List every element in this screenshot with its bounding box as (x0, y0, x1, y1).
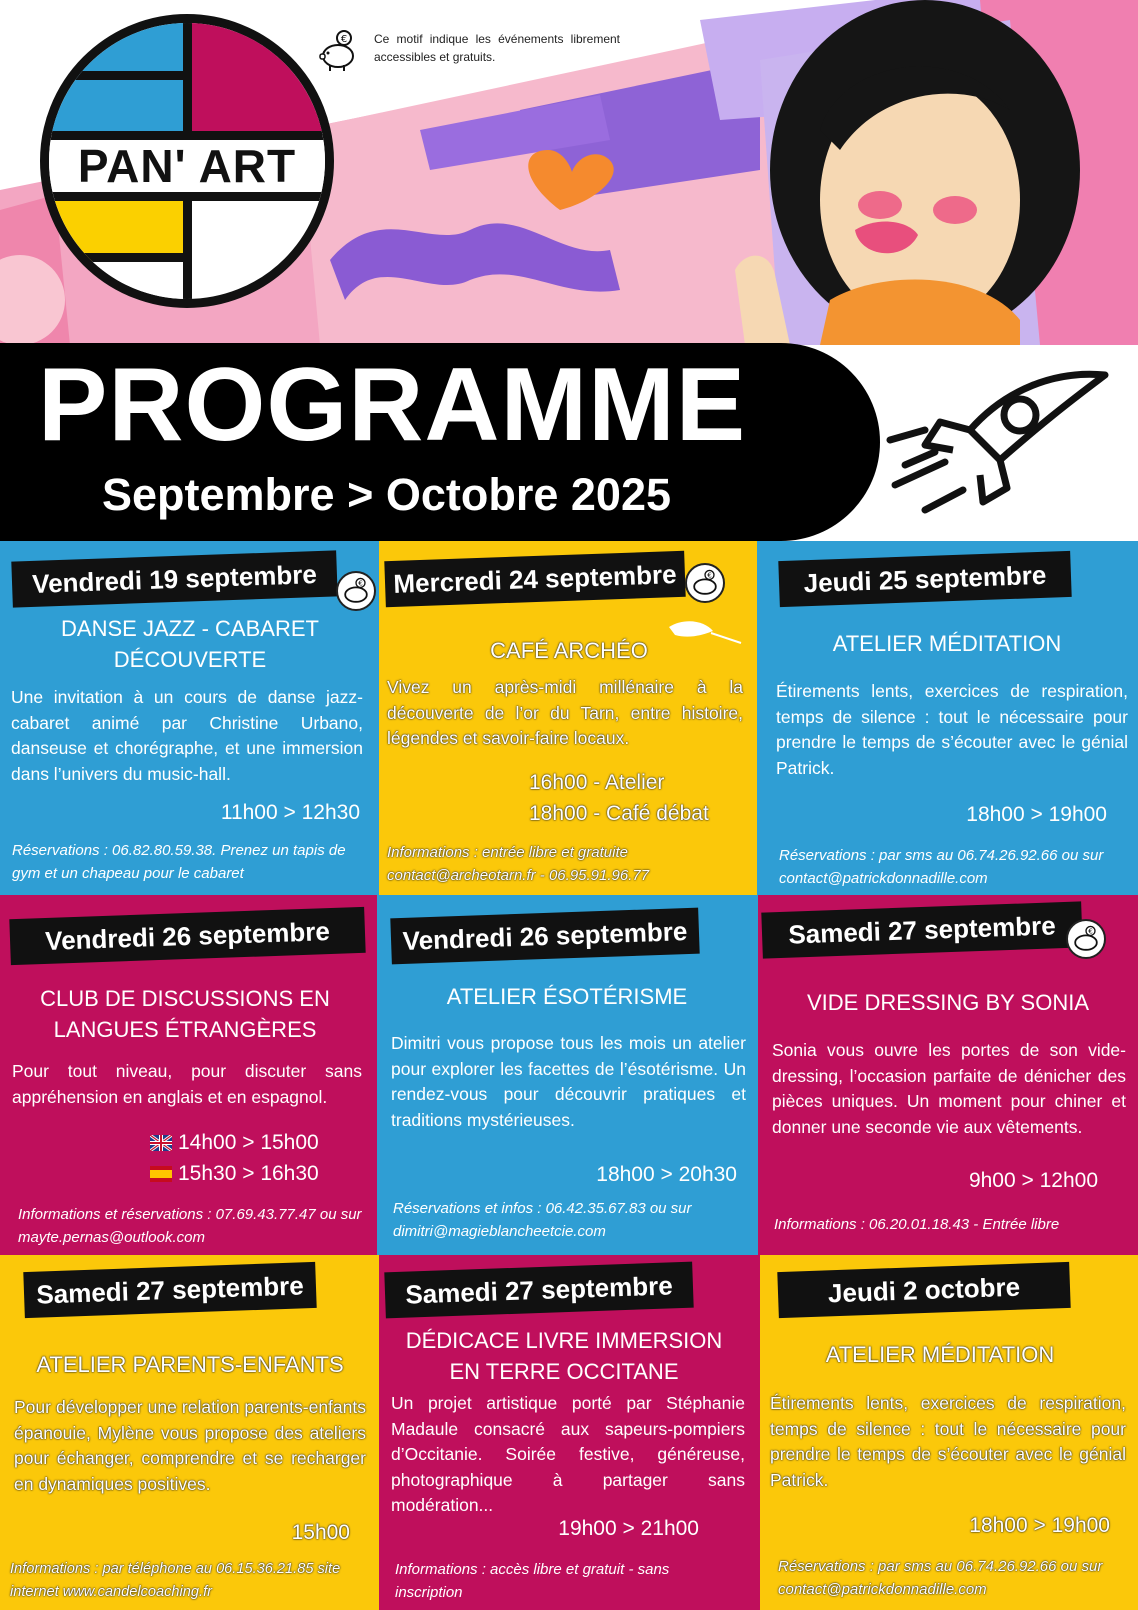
event-info: Réservations : par sms au 06.74.26.92.66 ou sur contact@patrickdonnadille.com (779, 847, 1104, 887)
event-time (150, 1158, 350, 1189)
event-description: Sonia vous ouvre les portes de son vide-dressing, l’occasion parfaite de dénicher des pièces uniques. Un moment pour chiner et donner une seconde vie aux vêtements. (772, 1040, 1126, 1137)
event-title: DANSE JAZZ - CABARET DÉCOUVERTE (61, 616, 319, 672)
event-info: Informations : 06.20.01.18.43 - Entrée libre (774, 1216, 1060, 1233)
event-card (758, 895, 1138, 1255)
event-time (150, 1127, 350, 1158)
event-info: Informations et réservations : 07.69.43.77.47 ou sur mayte.pernas@outlook.com (18, 1206, 362, 1246)
title-band (0, 343, 880, 541)
event-title: VIDE DRESSING BY SONIA (806, 990, 1089, 1015)
event-info: Informations : accès libre et gratuit - sans inscription (395, 1561, 670, 1601)
event-time: 18h00 > 19h00 (966, 803, 1107, 826)
event-date: Jeudi 2 octobre (777, 1262, 1070, 1318)
svg-text:€: € (707, 570, 712, 580)
event-time: 18h00 > 19h00 (969, 1514, 1110, 1537)
event-title: DÉDICACE LIVRE IMMERSION EN TERRE OCCITANE (405, 1328, 723, 1384)
page-title: PROGRAMME (38, 347, 747, 463)
event-info: Réservations : par sms au 06.74.26.92.66 ou sur contact@patrickdonnadille.com (778, 1558, 1103, 1598)
event-date: Vendredi 19 septembre (11, 550, 337, 607)
piggy-bank-icon (685, 563, 725, 603)
event-card (0, 541, 379, 895)
event-info: Réservations : 06.82.80.59.38. Prenez un tapis de gym et un chapeau pour le cabaret (12, 842, 346, 882)
spain-flag-icon (150, 1166, 172, 1182)
event-card (757, 541, 1138, 895)
rocket-icon (885, 360, 1125, 530)
logo-band (49, 131, 325, 201)
event-title: ATELIER PARENTS-ENFANTS (36, 1352, 344, 1377)
event-time: 19h00 > 21h00 (558, 1517, 699, 1540)
event-description: Une invitation à un cours de danse jazz-cabaret animé par Christine Urbano, danseuse et chorégraphe, et une immersion dans l’univers du music-hall. (11, 687, 363, 784)
event-card (0, 895, 377, 1255)
svg-text:€: € (340, 34, 348, 45)
uk-flag-icon (150, 1135, 172, 1151)
event-time: 18h00 - Café débat (529, 802, 709, 825)
event-time: 18h00 > 20h30 (596, 1163, 737, 1186)
event-card (379, 1255, 760, 1610)
event-time: 15h00 (291, 1521, 350, 1544)
event-card (379, 541, 757, 895)
event-date: Vendredi 26 septembre (9, 907, 365, 965)
logo-text: PAN' ART (77, 140, 297, 192)
event-description: Pour développer une relation parents-enfants épanouie, Mylène vous propose des ateliers pour échanger, comprendre et se recharger en dynamiques positives. (14, 1397, 366, 1494)
svg-text:€: € (358, 578, 363, 588)
event-time: 16h00 - Atelier (529, 771, 665, 794)
event-description: Étirements lents, exercices de respiration, temps de silence : tout le nécessaire pour prendre le temps de s’écouter avec le génial Patrick. (770, 1393, 1126, 1490)
logo (40, 14, 334, 308)
event-info: Informations : entrée libre et gratuite contact@archeotarn.fr - 06.95.91.96.77 (387, 844, 650, 884)
event-time: 11h00 > 12h30 (220, 801, 360, 824)
event-card (760, 1255, 1138, 1610)
piggy-bank-icon (1066, 919, 1106, 959)
event-date: Jeudi 25 septembre (778, 551, 1071, 607)
event-card (0, 1255, 379, 1610)
event-description: Étirements lents, exercices de respiration, temps de silence : tout le nécessaire pour prendre le temps de s’écouter avec le génial Patrick. (776, 681, 1128, 778)
event-description: Vivez un après-midi millénaire à la découverte de l’or du Tarn, entre histoire, légendes et savoir-faire locaux. (387, 677, 743, 748)
event-title: ATELIER MÉDITATION (832, 631, 1062, 656)
event-date: Samedi 27 septembre (761, 901, 1082, 958)
event-card (377, 895, 758, 1255)
event-info: Réservations et infos : 06.42.35.67.83 ou sur dimitri@magieblancheetcie.com (393, 1200, 692, 1240)
time-english: 14h00 > 15h00 (178, 1131, 319, 1154)
piggy-bank-icon (336, 571, 376, 611)
page-subtitle: Septembre > Octobre 2025 (102, 469, 672, 520)
event-title: CAFÉ ARCHÉO (490, 638, 648, 663)
event-title: ATELIER MÉDITATION (825, 1342, 1055, 1367)
event-title: CLUB DE DISCUSSIONS EN LANGUES ÉTRANGÈRES (40, 986, 330, 1042)
piggy-bank-icon (316, 28, 360, 72)
event-date: Samedi 27 septembre (23, 1262, 316, 1318)
time-spanish: 15h30 > 16h30 (178, 1162, 319, 1185)
event-description: Un projet artistique porté par Stéphanie Madaule consacré aux sapeurs-pompiers d’Occitanie. Soirée festive, généreuse, photographique à partager sans modération... (391, 1393, 745, 1515)
event-date: Samedi 27 septembre (384, 1262, 693, 1319)
event-date: Vendredi 26 septembre (390, 908, 699, 965)
event-description: Dimitri vous propose tous les mois un atelier pour explorer les facettes de l’ésotérisme. Un rendez-vous pour découvrir pratiques et traditions mystérieuses. (391, 1033, 746, 1130)
header-artwork (0, 0, 1138, 345)
event-info: Informations : par téléphone au 06.15.36.21.85 site internet www.candelcoaching.fr (10, 1561, 341, 1600)
event-description: Pour tout niveau, pour discuter sans appréhension en anglais et en espagnol. (12, 1061, 362, 1107)
event-date: Mercredi 24 septembre (384, 551, 685, 607)
free-events-note: Ce motif indique les événements librement accessibles et gratuits. (374, 32, 620, 64)
event-title: ATELIER ÉSOTÉRISME (446, 984, 688, 1009)
event-time: 9h00 > 12h00 (968, 1169, 1098, 1192)
svg-text:€: € (1088, 926, 1093, 936)
